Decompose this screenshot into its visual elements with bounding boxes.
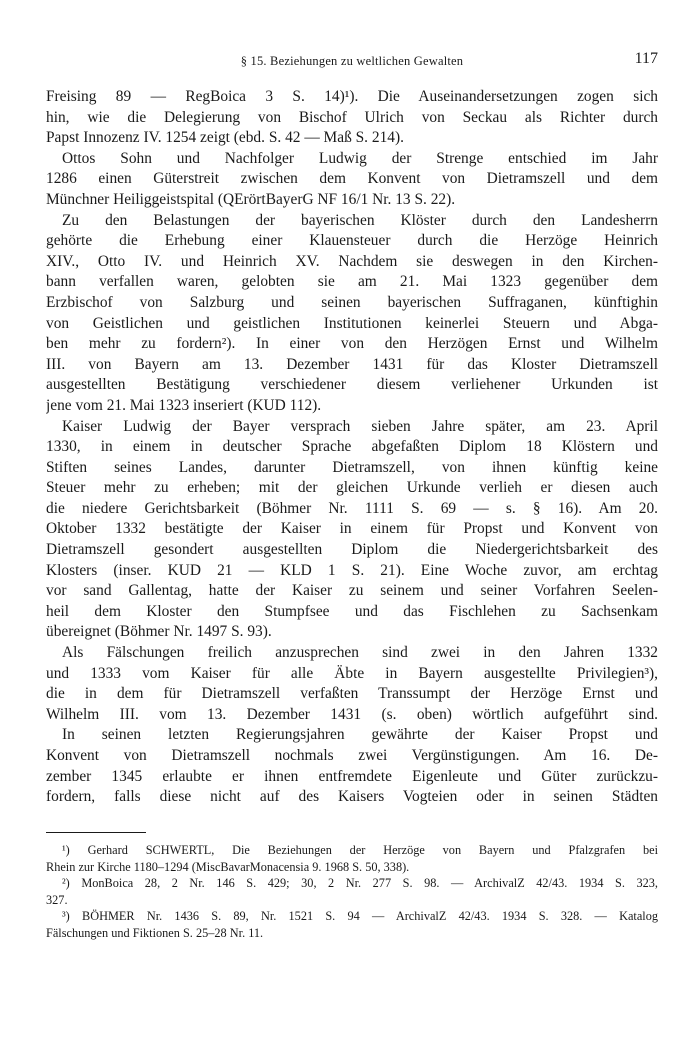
text-line: Münchner Heiliggeistspital (QErörtBayerG NF 16/1 Nr. 13 S. 22). <box>46 190 456 208</box>
text-line: XIV., Otto IV. und Heinrich XV. Nachdem sie deswegen in den Kirchen- <box>46 252 658 270</box>
text-line: Kaiser Ludwig der Bayer versprach sieben Jahre später, am 23. April <box>62 417 658 435</box>
footnote-line: ¹) Gerhard SCHWERTL, Die Beziehungen der Herzöge von Bayern und Pfalzgrafen bei <box>62 843 658 857</box>
body-text <box>46 87 658 808</box>
footnote-line: Fälschungen und Fiktionen S. 25–28 Nr. 11. <box>46 925 264 940</box>
text-line: In seinen letzten Regierungsjahren gewährte der Kaiser Propst und <box>62 726 658 744</box>
text-line: Stiften seines Landes, darunter Dietramszell, von ihnen künftig keine <box>46 458 658 476</box>
text-line: Dietramszell gesondert ausgestellten Diplom die Niedergerichtsbarkeit des <box>46 541 658 559</box>
text-line: Wilhelm III. vom 13. Dezember 1431 (s. oben) wörtlich aufgeführt sind. <box>46 705 658 723</box>
text-line: übereignet (Böhmer Nr. 1497 S. 93). <box>46 623 272 641</box>
text-line: Zu den Belastungen der bayerischen Klöster durch den Landesherrn <box>62 211 658 229</box>
text-line: Freising 89 — RegBoica 3 S. 14)¹). Die Auseinandersetzungen zogen sich <box>46 88 658 105</box>
text-line: Steuer mehr zu erheben; mit der gleichen Urkunde verlieh er diesen auch <box>46 479 658 497</box>
page-number: 117 <box>634 50 658 67</box>
text-line: hin, wie die Delegierung von Bischof Ulrich von Seckau als Richter durch <box>46 108 658 126</box>
footnote-line: Rhein zur Kirche 1180–1294 (MiscBavarMonacensia 9. 1968 S. 50, 338). <box>46 859 410 874</box>
text-line: ausgestellten Bestätigung verschiedener diesem verliehener Urkunden ist <box>46 376 658 394</box>
footnote-line: ³) BÖHMER Nr. 1436 S. 89, Nr. 1521 S. 94 — ArchivalZ 42/43. 1934 S. 328. — Katalog <box>62 909 658 924</box>
text-line: gehörte die Erhebung einer Klauensteuer durch die Herzöge Heinrich <box>46 232 658 250</box>
footnote-line: ²) MonBoica 28, 2 Nr. 146 S. 429; 30, 2 Nr. 277 S. 98. — ArchivalZ 42/43. 1934 S. 323, <box>62 876 658 891</box>
text-line: zember 1345 erlaubte er ihnen entfremdete Eigenleute und Güter zurückzu- <box>46 767 658 785</box>
text-line: Papst Innozenz IV. 1254 zeigt (ebd. S. 42 — Maß S. 214). <box>46 129 404 147</box>
footnote-line: 327. <box>46 892 68 907</box>
text-line: Klosters (inser. KUD 21 — KLD 1 S. 21). Eine Woche zuvor, am erchtag <box>46 561 658 579</box>
footnotes <box>46 842 658 942</box>
text-line: fordern, falls diese nicht auf des Kaisers Vogteien oder in seinen Städten <box>46 788 658 806</box>
text-line: Erzbischof von Salzburg und seinen bayerischen Suffraganen, künftighin <box>46 293 658 311</box>
text-line: die in dem für Dietramszell verfaßten Transsumpt der Herzöge Ernst und <box>46 685 658 703</box>
text-line: 1330, in einem in deutscher Sprache abgefaßten Diplom 18 Klöstern und <box>46 438 658 456</box>
text-line: und 1333 vom Kaiser für alle Äbte in Bayern ausgestellte Privilegien³), <box>46 664 658 682</box>
text-line: jene vom 21. Mai 1323 inseriert (KUD 112). <box>46 396 322 414</box>
text-line: III. von Bayern am 13. Dezember 1431 für das Kloster Dietramszell <box>46 355 658 373</box>
text-line: vor sand Gallentag, hatte der Kaiser zu seinem und seiner Vorfahren Seelen- <box>46 582 658 600</box>
text-line: bann verfallen waren, gelobten sie am 21. Mai 1323 gegenüber dem <box>46 273 658 291</box>
text-line: ben mehr zu fordern²). In einer von den Herzögen Ernst und Wilhelm <box>46 335 658 353</box>
text-line: 1286 einen Güterstreit zwischen dem Konvent von Dietramszell und dem <box>46 170 658 188</box>
page-header <box>46 50 658 72</box>
text-line: Ottos Sohn und Nachfolger Ludwig der Strenge entschied im Jahr <box>62 149 658 167</box>
text-line: Als Fälschungen freilich anzusprechen sind zwei in den Jahren 1332 <box>62 644 658 662</box>
text-line: heil dem Kloster den Stumpfsee und das Fischlehen zu Sachsenkam <box>46 602 658 620</box>
running-head: § 15. Beziehungen zu weltlichen Gewalten <box>240 54 464 68</box>
footnote-separator <box>46 832 146 833</box>
text-line: von Geistlichen und geistlichen Institutionen keinerlei Steuern und Abga- <box>46 314 658 332</box>
text-line: Oktober 1332 bestätigte der Kaiser in einem für Propst und Konvent von <box>46 520 658 538</box>
text-line: Konvent von Dietramszell nochmals zwei Vergünstigungen. Am 16. De- <box>46 747 658 764</box>
text-line: die niedere Gerichtsbarkeit (Böhmer Nr. 1111 S. 69 — s. § 16). Am 20. <box>46 499 658 517</box>
